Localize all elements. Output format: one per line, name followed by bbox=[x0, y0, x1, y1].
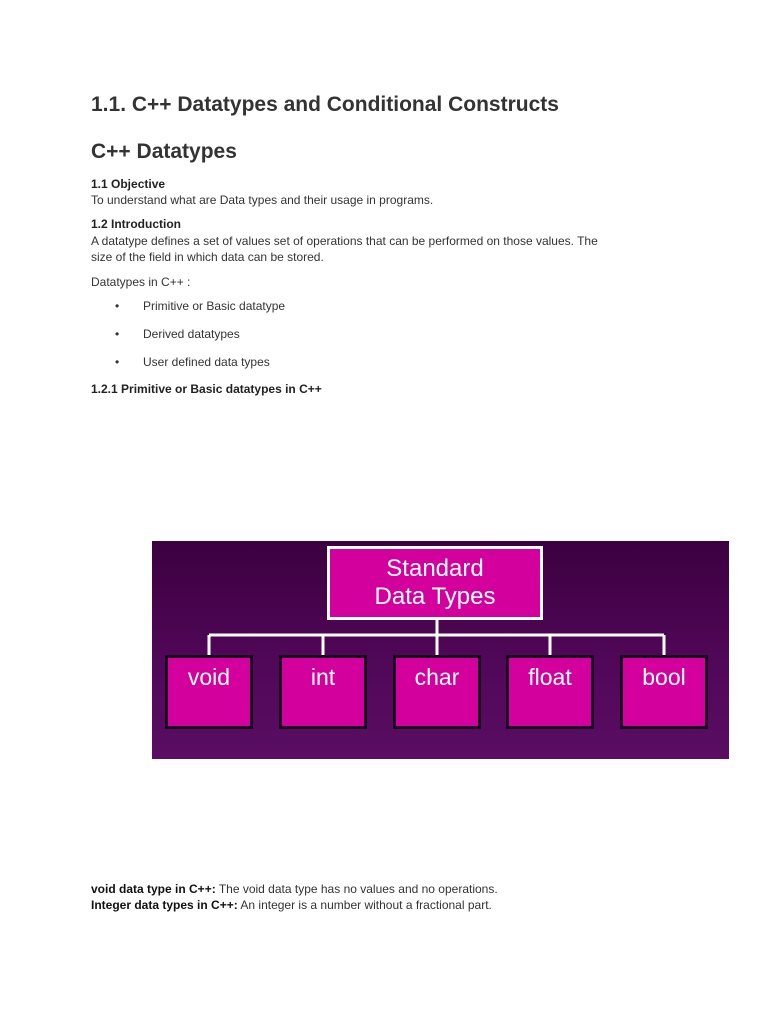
bool-type-box bbox=[620, 655, 708, 729]
introduction-line-1: A datatype defines a set of values set of operations that can be performed on those values. The bbox=[91, 234, 598, 248]
void-type-box bbox=[165, 655, 253, 729]
definitions bbox=[91, 881, 498, 913]
definition-integer bbox=[91, 897, 498, 913]
definition-term: void data type in C++: bbox=[91, 882, 216, 896]
char-type-box bbox=[393, 655, 481, 729]
objective-heading: 1.1 Objective bbox=[91, 177, 166, 191]
int-type-box bbox=[279, 655, 367, 729]
page-subtitle: C++ Datatypes bbox=[91, 140, 237, 163]
list-item-label: User defined data types bbox=[143, 355, 270, 369]
leaf-label: void bbox=[187, 664, 231, 690]
definition-term: Integer data types in C++: bbox=[91, 898, 238, 912]
bullet-icon: • bbox=[115, 327, 120, 341]
list-item-label: Primitive or Basic datatype bbox=[143, 299, 286, 313]
definition-text: An integer is a number without a fractional part. bbox=[237, 898, 492, 912]
leaf-label: float bbox=[528, 664, 572, 690]
definition-void bbox=[91, 881, 498, 897]
introduction-line-2: size of the field in which data can be stored. bbox=[91, 250, 324, 264]
datatypes-diagram bbox=[152, 541, 729, 759]
leaf-label: int bbox=[310, 664, 336, 690]
primitive-heading: 1.2.1 Primitive or Basic datatypes in C++ bbox=[91, 382, 322, 396]
definition-text: The void data type has no values and no operations. bbox=[215, 882, 498, 896]
float-type-box bbox=[506, 655, 594, 729]
bullet-icon: • bbox=[115, 299, 120, 313]
leaf-label: bool bbox=[642, 664, 686, 690]
root-label-line-1: Standard bbox=[386, 555, 484, 582]
section-title: 1.1. C++ Datatypes and Conditional Constructs bbox=[91, 93, 559, 116]
introduction-heading: 1.2 Introduction bbox=[91, 217, 181, 231]
datatypes-intro: Datatypes in C++ : bbox=[91, 275, 191, 289]
list-item-label: Derived datatypes bbox=[143, 327, 240, 341]
standard-data-types-box bbox=[327, 546, 543, 620]
bullet-icon: • bbox=[115, 355, 120, 369]
objective-text: To understand what are Data types and their usage in programs. bbox=[91, 193, 434, 207]
root-label-line-2: Data Types bbox=[374, 583, 496, 610]
leaf-label: char bbox=[414, 664, 460, 690]
